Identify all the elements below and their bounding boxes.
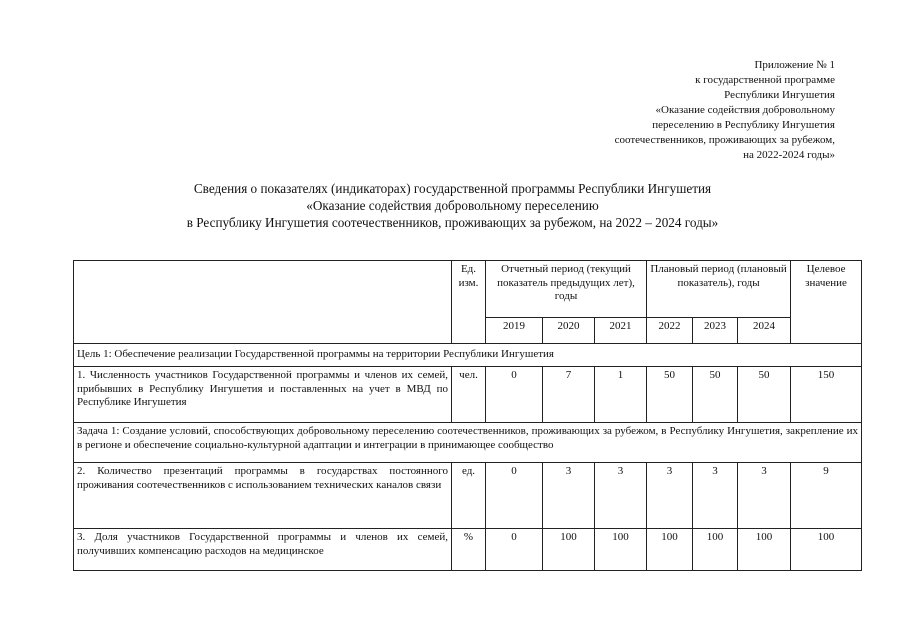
indicator-value: 0: [486, 529, 543, 571]
indicator-unit: чел.: [452, 367, 486, 423]
indicator-value: 3: [595, 463, 647, 529]
title-line: «Оказание содействия добровольному переселению: [306, 198, 599, 213]
indicator-value: 100: [738, 529, 791, 571]
table-row: [74, 529, 862, 571]
indicator-value: 3: [543, 463, 595, 529]
appendix-line: к государственной программе: [695, 74, 835, 86]
year-cell: 2020: [543, 318, 595, 344]
indicator-value: 100: [693, 529, 738, 571]
header-row: [74, 261, 862, 318]
indicator-value: 1: [595, 367, 647, 423]
appendix-line: на 2022-2024 годы»: [743, 149, 835, 161]
appendix-line: переселению в Республику Ингушетия: [652, 119, 835, 131]
header-planned-period: Плановый период (плановый показатель), годы: [647, 261, 791, 318]
indicator-value: 100: [595, 529, 647, 571]
task-text: Задача 1: Создание условий, способствующих добровольному переселению соотечественников, проживающих за рубежом, в Республику Ингушетия, закрепление их в регионе и обеспечение социально-культурной адаптации и интеграции в принимающее сообщество: [74, 423, 862, 463]
indicator-value: 50: [693, 367, 738, 423]
appendix-line: Республики Ингушетия: [724, 89, 835, 101]
appendix-line: Приложение № 1: [754, 59, 835, 71]
appendix-line: соотечественников, проживающих за рубежом,: [614, 134, 835, 146]
goal-text: Цель 1: Обеспечение реализации Государственной программы на территории Республики Ингушетия: [74, 344, 862, 367]
indicator-unit: %: [452, 529, 486, 571]
indicator-name: 2. Количество презентаций программы в государствах постоянного проживания соотечественников с использованием технических каналов связи: [74, 463, 452, 529]
indicator-value: 3: [647, 463, 693, 529]
title-line: Сведения о показателях (индикаторах) государственной программы Республики Ингушетия: [193, 181, 712, 196]
year-cell: 2019: [486, 318, 543, 344]
indicator-value: 3: [738, 463, 791, 529]
table-row: [74, 367, 862, 423]
indicator-target: 9: [791, 463, 862, 529]
indicator-value: 50: [738, 367, 791, 423]
indicator-value: 100: [543, 529, 595, 571]
goal-row: [74, 344, 862, 367]
indicator-value: 3: [693, 463, 738, 529]
indicator-value: 0: [486, 367, 543, 423]
indicator-target: 100: [791, 529, 862, 571]
indicator-value: 0: [486, 463, 543, 529]
indicators-table: [73, 260, 862, 571]
year-cell: 2022: [647, 318, 693, 344]
indicator-value: 7: [543, 367, 595, 423]
appendix-line: «Оказание содействия добровольному: [655, 104, 835, 116]
year-cell: 2024: [738, 318, 791, 344]
header-target: Целевое значение: [791, 261, 862, 344]
task-row: [74, 423, 862, 463]
document-title: [0, 180, 905, 231]
indicator-name: 1. Численность участников Государственной программы и членов их семей, прибывших в Республику Ингушетия и поставленных на учет в МВД по Республике Ингушетия: [74, 367, 452, 423]
appendix-note: [535, 58, 835, 163]
indicator-target: 150: [791, 367, 862, 423]
title-line: в Республику Ингушетия соотечественников, проживающих за рубежом, на 2022 – 2024 годы»: [186, 215, 719, 230]
indicator-value: 50: [647, 367, 693, 423]
header-unit: Ед. изм.: [452, 261, 486, 344]
year-cell: 2023: [693, 318, 738, 344]
year-cell: 2021: [595, 318, 647, 344]
table-row: [74, 463, 862, 529]
indicator-value: 100: [647, 529, 693, 571]
header-reporting-period: Отчетный период (текущий показатель предыдущих лет), годы: [486, 261, 647, 318]
header-empty-cell: [74, 261, 452, 344]
indicator-name: 3. Доля участников Государственной программы и членов их семей, получивших компенсацию расходов на медицинское: [74, 529, 452, 571]
indicator-unit: ед.: [452, 463, 486, 529]
